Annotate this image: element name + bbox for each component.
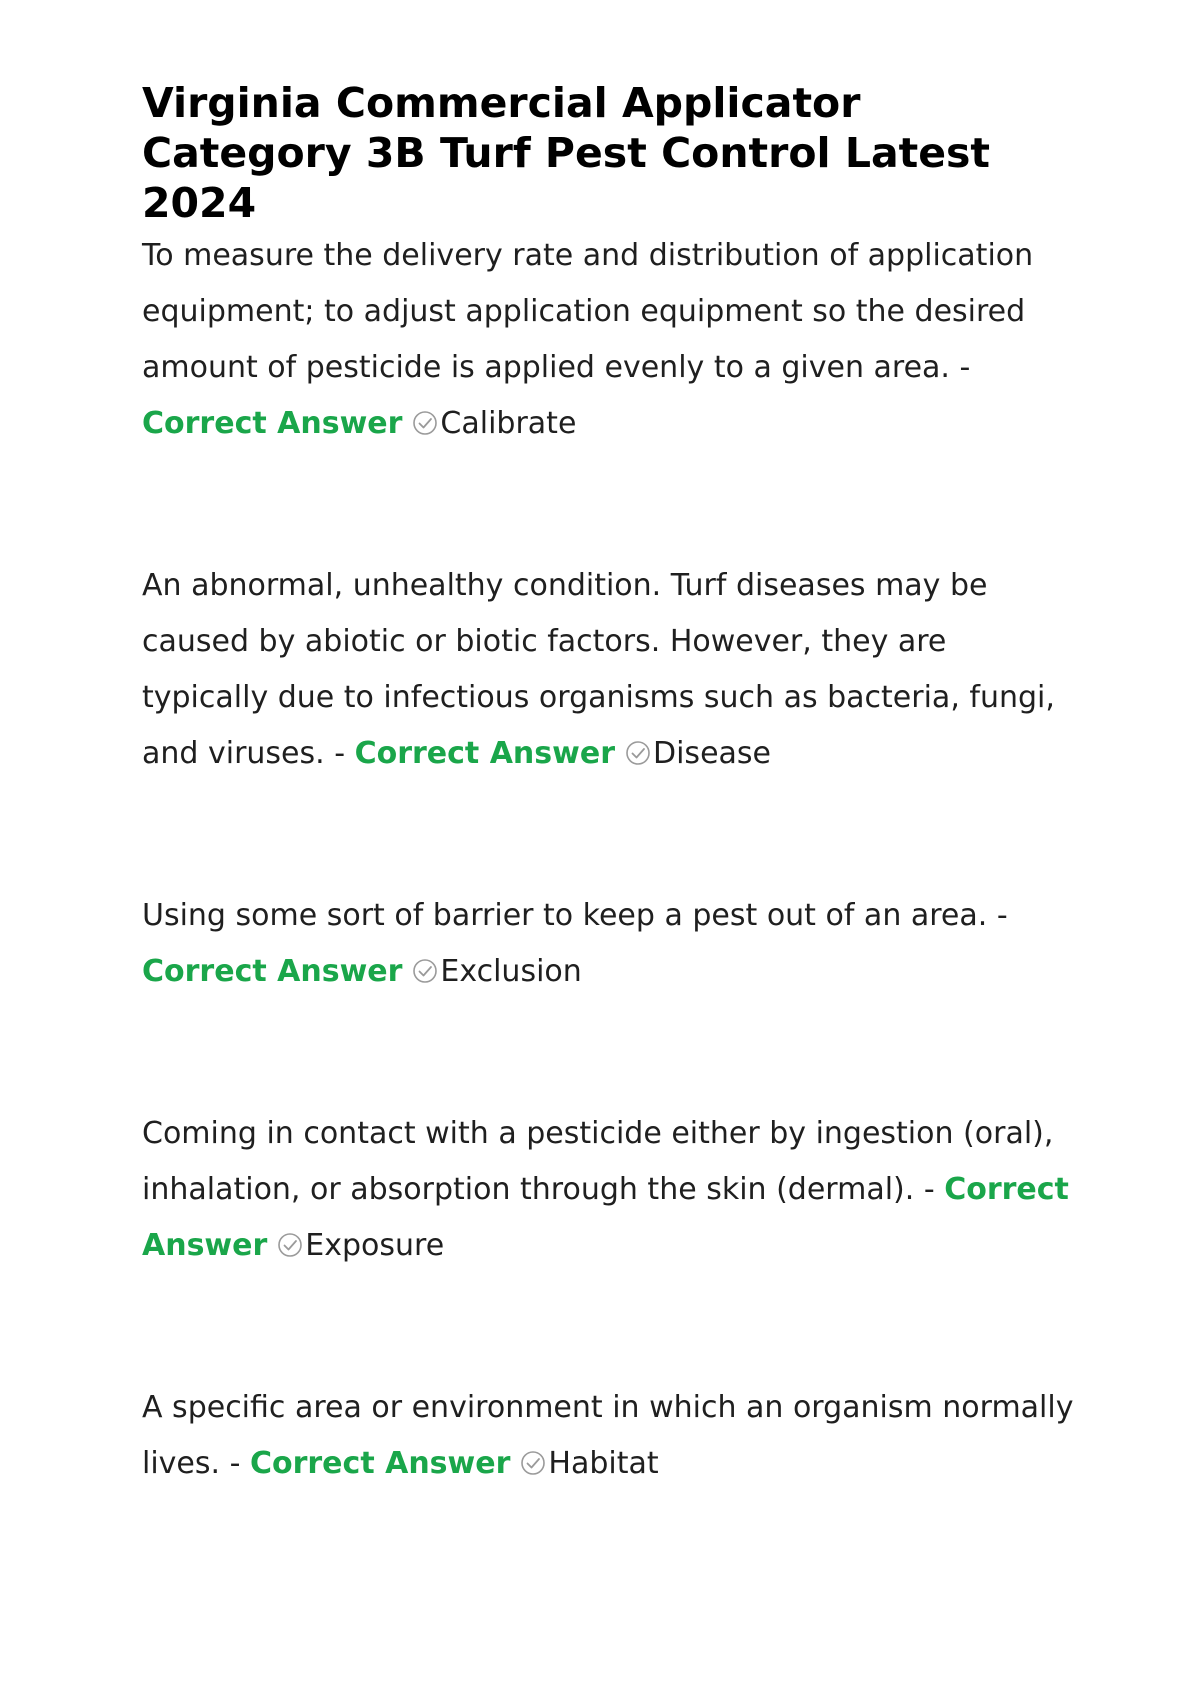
check-circle-icon [520, 1450, 546, 1476]
document-title: Virginia Commercial Applicator Category 3B Turf Pest Control Latest 2024 [142, 79, 991, 227]
question-text: To measure the delivery rate and distribution of application equipment; to adjust application equipment so the desired amount of pesticide is applied evenly to a given area. - [142, 238, 1034, 385]
answer-text: Calibrate [440, 406, 577, 441]
check-circle-icon [412, 410, 438, 436]
answer-label: Correct Answer [142, 1172, 1069, 1263]
check-circle-icon [412, 958, 438, 984]
answer-text: Habitat [548, 1446, 659, 1481]
question-text: An abnormal, unhealthy condition. Turf diseases may be caused by abiotic or biotic factors. However, they are typically due to infectious organisms such as bacteria, fungi, and viruses. - [142, 568, 1055, 771]
answer-text: Exposure [305, 1228, 445, 1263]
question-text: A specific area or environment in which an organism normally lives. - [142, 1390, 1074, 1481]
question-text: Coming in contact with a pesticide either by ingestion (oral), inhalation, or absorption through the skin (dermal). - [142, 1116, 1054, 1207]
qa-item [142, 888, 1082, 1000]
check-circle-icon [625, 740, 651, 766]
question-text: Using some sort of barrier to keep a pest out of an area. - [142, 898, 1008, 933]
document-page [142, 78, 1082, 1492]
answer-label: Correct Answer [249, 1446, 511, 1481]
qa-item [142, 228, 1082, 452]
answer-label: Correct Answer [142, 954, 403, 989]
answer-text: Disease [653, 736, 771, 771]
qa-item [142, 1106, 1082, 1274]
answer-label: Correct Answer [354, 736, 615, 771]
answer-text: Exclusion [440, 954, 582, 989]
qa-item [142, 1380, 1082, 1492]
qa-item [142, 558, 1082, 782]
check-circle-icon [277, 1232, 303, 1258]
answer-label: Correct Answer [142, 406, 403, 441]
